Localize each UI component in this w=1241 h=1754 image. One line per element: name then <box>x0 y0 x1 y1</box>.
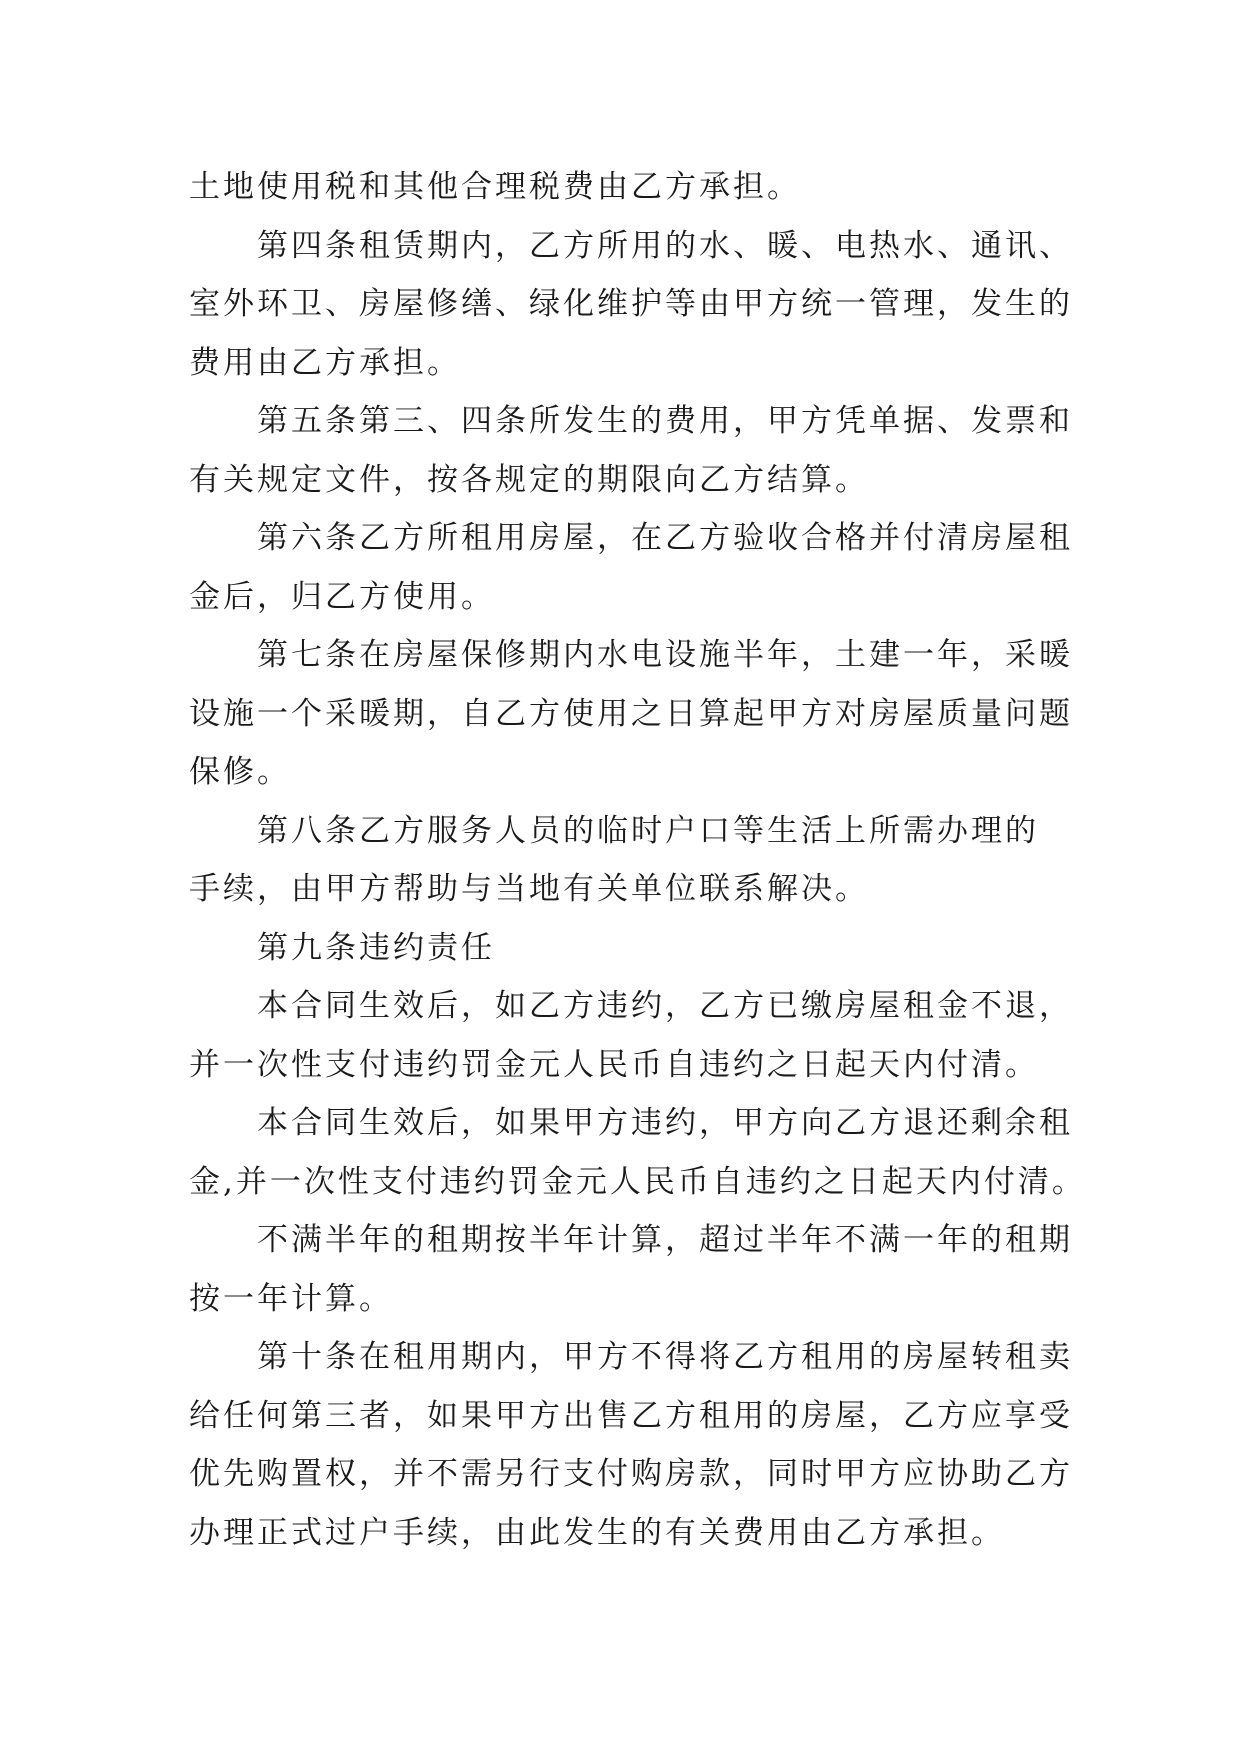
text-line: 第八条乙方服务人员的临时户口等生活上所需办理的 <box>257 812 1039 849</box>
text-line: 本合同生效后，如果甲方违约，甲方向乙方退还剩余租 <box>257 1105 1073 1141</box>
text-line: 费用由乙方承担。 <box>189 344 461 381</box>
text-line: 给任何第三者，如果甲方出售乙方租用的房屋，乙方应享受 <box>189 1397 1073 1434</box>
text-line: 第六条乙方所租用房屋，在乙方验收合格并付清房屋租 <box>257 520 1073 556</box>
text-line: 第五条第三、四条所发生的费用，甲方凭单据、发票和 <box>257 403 1073 439</box>
text-line: 并一次性支付违约罚金元人民币自违约之日起天内付清。 <box>189 1046 1039 1083</box>
text-line: 土地使用税和其他合理税费由乙方承担。 <box>189 169 801 205</box>
text-line: 第四条租赁期内，乙方所用的水、暖、电热水、通讯、 <box>257 227 1073 264</box>
text-line: 室外环卫、房屋修缮、绿化维护等由甲方统一管理，发生的 <box>189 286 1073 322</box>
text-line: 手续，由甲方帮助与当地有关单位联系解决。 <box>189 871 869 907</box>
text-line: 有关规定文件，按各规定的期限向乙方结算。 <box>189 461 869 498</box>
text-line: 第七条在房屋保修期内水电设施半年，土建一年，采暖 <box>257 637 1073 673</box>
text-line: 第十条在租用期内，甲方不得将乙方租用的房屋转租卖 <box>257 1339 1073 1375</box>
text-line: 金,并一次性支付违约罚金元人民币自违约之日起天内付清。 <box>189 1163 1086 1200</box>
text-line: 第九条违约责任 <box>257 929 495 966</box>
text-line: 不满半年的租期按半年计算，超过半年不满一年的租期 <box>257 1222 1073 1258</box>
text-line: 设施一个采暖期，自乙方使用之日算起甲方对房屋质量问题 <box>189 695 1073 732</box>
text-line: 优先购置权，并不需另行支付购房款，同时甲方应协助乙方 <box>189 1456 1073 1492</box>
text-line: 金后，归乙方使用。 <box>189 578 495 615</box>
text-line: 按一年计算。 <box>189 1280 393 1317</box>
text-line: 本合同生效后，如乙方违约，乙方已缴房屋租金不退， <box>257 988 1073 1024</box>
document-body <box>189 158 1086 1562</box>
text-line: 办理正式过户手续，由此发生的有关费用由乙方承担。 <box>189 1514 1005 1551</box>
text-line: 保修。 <box>189 754 291 790</box>
